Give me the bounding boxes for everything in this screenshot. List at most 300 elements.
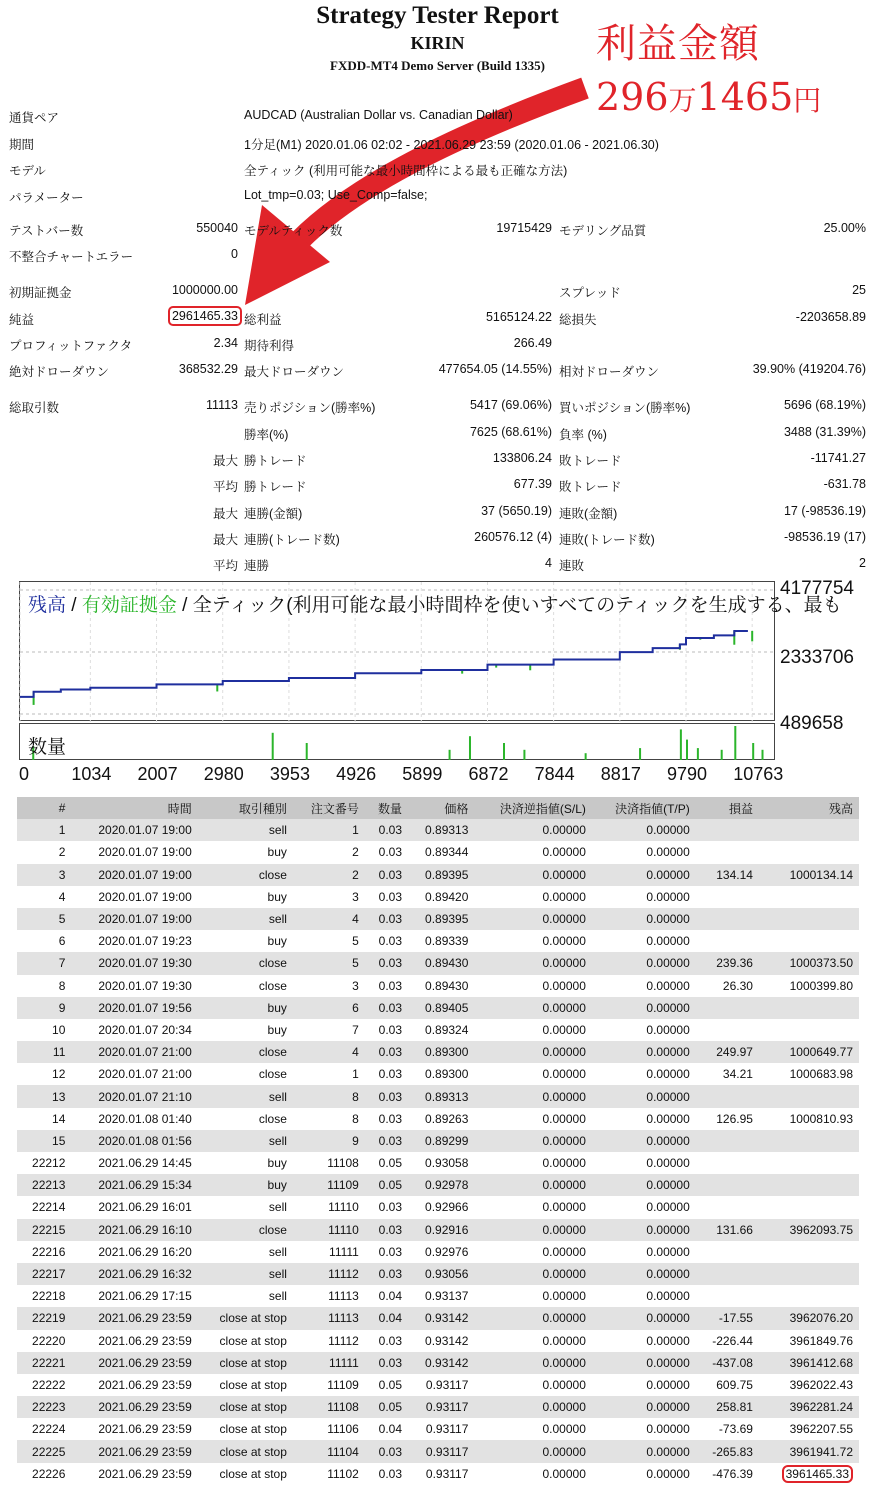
table-cell: 0.93117	[408, 1463, 474, 1485]
table-cell: 3962076.20	[759, 1307, 859, 1329]
table-cell: 609.75	[696, 1374, 759, 1396]
volume-bar	[697, 748, 699, 760]
table-cell: 2	[293, 841, 365, 863]
table-cell: 0.00000	[592, 1241, 696, 1263]
table-cell: 13	[17, 1085, 71, 1107]
table-cell: 131.66	[696, 1219, 759, 1241]
table-cell: close at stop	[198, 1330, 293, 1352]
table-cell: sell	[198, 1196, 293, 1218]
x-tick-label: 8817	[600, 764, 641, 784]
volume-bar	[680, 729, 682, 760]
table-cell: 0.00000	[474, 1396, 591, 1418]
table-cell: 2021.06.29 16:32	[71, 1263, 197, 1285]
table-cell: 22217	[17, 1263, 71, 1285]
table-row	[17, 1330, 859, 1352]
stat-value: 5696 (68.19%)	[783, 398, 866, 412]
table-cell	[759, 1130, 859, 1152]
table-cell: 0.00000	[474, 1241, 591, 1263]
table-cell: 0.03	[365, 1041, 408, 1063]
stat-label: 売りポジション(勝率%)	[244, 401, 376, 415]
legend-model: 全ティック(利用可能な最小時間枠を使いすべてのティックを生成する、最も	[192, 595, 842, 616]
table-cell: 0.00000	[474, 1152, 591, 1174]
table-cell: 2	[17, 841, 71, 863]
table-cell: 11112	[293, 1263, 365, 1285]
table-cell: 0.00000	[592, 1418, 696, 1440]
table-cell: 0.93117	[408, 1440, 474, 1462]
table-cell: 22226	[17, 1463, 71, 1485]
table-header	[17, 797, 859, 819]
table-cell: 1000810.93	[759, 1108, 859, 1130]
stat-qualifier: 最大	[212, 454, 238, 468]
table-cell: 258.81	[696, 1396, 759, 1418]
volume-chart-svg	[20, 724, 776, 761]
table-cell: 2020.01.07 19:23	[71, 930, 197, 952]
stat-qualifier: 平均	[212, 559, 238, 573]
table-row	[17, 1063, 859, 1085]
table-cell: 0.00000	[474, 1263, 591, 1285]
table-cell: 0.00000	[592, 1285, 696, 1307]
table-cell: 0.00000	[474, 841, 591, 863]
table-cell: 1	[17, 819, 71, 841]
table-cell: 3	[293, 975, 365, 997]
table-cell: 22221	[17, 1352, 71, 1374]
legend-separator: /	[66, 595, 82, 616]
table-row	[17, 1196, 859, 1218]
table-cell: 0.05	[365, 1152, 408, 1174]
table-cell: 0.03	[365, 1196, 408, 1218]
volume-bar	[523, 750, 525, 760]
table-cell: buy	[198, 841, 293, 863]
column-header: 注文番号	[293, 797, 365, 819]
x-tick-label: 9790	[666, 764, 708, 784]
table-cell: 2021.06.29 23:59	[71, 1352, 197, 1374]
table-cell: 0.93142	[408, 1307, 474, 1329]
table-cell: 0.00000	[592, 1152, 696, 1174]
stat-value: -11741.27	[810, 451, 866, 465]
table-cell: close	[198, 864, 293, 886]
table-cell: 0.03	[365, 841, 408, 863]
table-cell: 11110	[293, 1196, 365, 1218]
table-cell: 8	[293, 1108, 365, 1130]
table-cell: 0.00000	[474, 1174, 591, 1196]
column-header: 時間	[71, 797, 197, 819]
table-cell: 0.92976	[408, 1241, 474, 1263]
table-cell: 0.93117	[408, 1374, 474, 1396]
stat-label: 連勝(トレード数)	[244, 533, 340, 547]
table-cell: 0.00000	[592, 1374, 696, 1396]
table-cell: 3	[293, 886, 365, 908]
volume-bar	[469, 736, 471, 760]
x-tick-label: 1034	[71, 764, 112, 784]
setting-label: 期間	[9, 138, 35, 152]
stat-value: 39.90% (419204.76)	[752, 362, 866, 376]
table-cell: 134.14	[696, 864, 759, 886]
table-cell	[759, 841, 859, 863]
table-row	[17, 1241, 859, 1263]
table-cell: close at stop	[198, 1374, 293, 1396]
table-cell: -265.83	[696, 1440, 759, 1462]
table-cell: 22225	[17, 1440, 71, 1462]
table-row	[17, 1041, 859, 1063]
table-cell: 0.00000	[592, 1219, 696, 1241]
stat-value: 133806.24	[492, 451, 552, 465]
stat-label: テストバー数	[9, 224, 84, 238]
table-row	[17, 1463, 859, 1485]
table-cell: 0.00000	[474, 908, 591, 930]
volume-bar	[272, 733, 274, 760]
table-cell: sell	[198, 1130, 293, 1152]
table-row	[17, 1152, 859, 1174]
table-row	[17, 1440, 859, 1462]
stat-value: -98536.19 (17)	[783, 530, 866, 544]
x-tick-label: 0	[19, 764, 30, 784]
table-cell: 7	[293, 1019, 365, 1041]
table-cell: 11113	[293, 1307, 365, 1329]
table-cell: 2021.06.29 16:01	[71, 1196, 197, 1218]
table-cell: 0.00000	[592, 1063, 696, 1085]
setting-value: Lot_tmp=0.03; Use_Comp=false;	[244, 188, 428, 202]
table-cell: 2021.06.29 23:59	[71, 1418, 197, 1440]
table-cell: buy	[198, 930, 293, 952]
stat-value: -2203658.89	[795, 310, 866, 324]
table-cell: buy	[198, 1019, 293, 1041]
table-cell	[759, 1085, 859, 1107]
table-cell	[759, 997, 859, 1019]
table-cell	[759, 1285, 859, 1307]
table-cell: 6	[17, 930, 71, 952]
table-row	[17, 975, 859, 997]
table-cell: sell	[198, 1285, 293, 1307]
table-cell: 22214	[17, 1196, 71, 1218]
stat-label: 初期証拠金	[9, 286, 72, 300]
table-cell: 0.03	[365, 1019, 408, 1041]
table-cell: 22212	[17, 1152, 71, 1174]
stat-value: 17 (-98536.19)	[783, 504, 866, 518]
column-header: #	[17, 797, 71, 819]
table-cell	[759, 908, 859, 930]
stat-label: 相対ドローダウン	[559, 365, 660, 379]
table-body	[17, 819, 859, 1485]
table-cell: 0.89313	[408, 1085, 474, 1107]
setting-label: 通貨ペア	[9, 111, 60, 125]
stat-label: 勝率(%)	[244, 428, 289, 442]
table-cell: sell	[198, 819, 293, 841]
table-cell: 0.00000	[592, 1463, 696, 1485]
table-cell: 2021.06.29 23:59	[71, 1307, 197, 1329]
table-cell	[696, 1085, 759, 1107]
table-cell: 0.00000	[592, 930, 696, 952]
table-cell: 22219	[17, 1307, 71, 1329]
table-cell: 10	[17, 1019, 71, 1041]
table-cell: close at stop	[198, 1463, 293, 1485]
table-cell: 0.89300	[408, 1041, 474, 1063]
table-cell	[759, 1241, 859, 1263]
stat-value: 11113	[206, 398, 238, 412]
table-cell: 0.00000	[474, 1196, 591, 1218]
table-cell: 0.00000	[592, 1085, 696, 1107]
table-cell: 11110	[293, 1219, 365, 1241]
table-cell: 7	[17, 952, 71, 974]
table-cell: 0.00000	[474, 864, 591, 886]
table-cell: 2020.01.07 19:00	[71, 819, 197, 841]
table-cell: 0.00000	[474, 1285, 591, 1307]
table-row	[17, 1285, 859, 1307]
table-cell: 11111	[293, 1241, 365, 1263]
table-cell: 0.00000	[592, 908, 696, 930]
table-row	[17, 997, 859, 1019]
table-cell	[759, 1174, 859, 1196]
table-cell: 0.00000	[592, 1440, 696, 1462]
table-row	[17, 819, 859, 841]
table-cell: 2021.06.29 23:59	[71, 1463, 197, 1485]
stat-label: 連敗(金額)	[559, 507, 618, 521]
stat-value: 266.49	[513, 336, 552, 350]
table-cell: 11109	[293, 1374, 365, 1396]
volume-bar	[686, 740, 688, 760]
table-cell: 0.93117	[408, 1418, 474, 1440]
table-cell: 11108	[293, 1396, 365, 1418]
volume-bar	[734, 726, 736, 760]
table-cell: 9	[17, 997, 71, 1019]
stat-label: 連敗(トレード数)	[559, 533, 655, 547]
table-cell: 0.00000	[592, 1352, 696, 1374]
table-cell: 1000134.14	[759, 864, 859, 886]
volume-chart	[19, 723, 775, 760]
table-cell: 0.04	[365, 1307, 408, 1329]
table-cell: -73.69	[696, 1418, 759, 1440]
table-cell: 0.00000	[474, 1041, 591, 1063]
table-cell: 0.03	[365, 1130, 408, 1152]
table-cell: close	[198, 1108, 293, 1130]
table-cell: 2021.06.29 16:10	[71, 1219, 197, 1241]
table-cell: 0.89324	[408, 1019, 474, 1041]
table-cell: 0.03	[365, 1063, 408, 1085]
table-cell: 8	[293, 1085, 365, 1107]
table-cell: 2021.06.29 23:59	[71, 1330, 197, 1352]
x-tick-label: 10763	[733, 764, 784, 784]
table-cell: sell	[198, 1085, 293, 1107]
table-cell: 0.00000	[592, 997, 696, 1019]
stat-value: 7625 (68.61%)	[469, 425, 552, 439]
table-row	[17, 930, 859, 952]
stat-label: プロフィットファクタ	[9, 339, 133, 353]
table-cell: 0.00000	[592, 975, 696, 997]
table-cell: 0.89395	[408, 908, 474, 930]
table-cell	[696, 908, 759, 930]
ea-name: KIRIN	[410, 33, 465, 53]
table-cell: 0.03	[365, 930, 408, 952]
column-header: 残高	[759, 797, 859, 819]
stat-value: 2	[859, 556, 866, 570]
table-cell: 0.00000	[592, 1041, 696, 1063]
table-cell: 0.89344	[408, 841, 474, 863]
table-cell: 0.00000	[474, 1130, 591, 1152]
table-cell: 0.03	[365, 1330, 408, 1352]
setting-value: 1分足(M1) 2020.01.06 02:02 - 2021.06.29 23:59 (2020.01.06 - 2021.06.30)	[244, 138, 659, 152]
column-header: 価格	[408, 797, 474, 819]
table-row	[17, 1263, 859, 1285]
table-cell: 0.04	[365, 1285, 408, 1307]
table-cell: 2020.01.07 21:00	[71, 1041, 197, 1063]
table-cell: 3962281.24	[759, 1396, 859, 1418]
table-cell	[696, 1019, 759, 1041]
table-row	[17, 1418, 859, 1440]
table-cell: 0.92966	[408, 1196, 474, 1218]
stat-qualifier: 平均	[212, 480, 238, 494]
table-cell: 0.04	[365, 1418, 408, 1440]
volume-label: 数量	[28, 737, 67, 758]
table-row	[17, 1019, 859, 1041]
table-cell: 0.00000	[474, 930, 591, 952]
table-cell: 0.00000	[592, 841, 696, 863]
table-cell: 2021.06.29 23:59	[71, 1374, 197, 1396]
volume-bar	[752, 743, 754, 760]
table-cell: 0.00000	[592, 864, 696, 886]
stat-value: 5165124.22	[485, 310, 552, 324]
table-cell: 2021.06.29 23:59	[71, 1396, 197, 1418]
x-tick-label: 2980	[203, 764, 244, 784]
balance-line	[20, 631, 748, 697]
stat-label: 最大ドローダウン	[244, 365, 345, 379]
table-cell	[759, 930, 859, 952]
table-cell	[759, 1152, 859, 1174]
table-cell: close	[198, 1219, 293, 1241]
table-cell: 249.97	[696, 1041, 759, 1063]
table-cell: 0.00000	[474, 1352, 591, 1374]
table-cell: 11	[17, 1041, 71, 1063]
table-cell: 0.00000	[592, 1307, 696, 1329]
table-cell: 0.03	[365, 1463, 408, 1485]
table-cell: buy	[198, 997, 293, 1019]
x-tick-label: 4926	[336, 764, 377, 784]
volume-bar	[503, 743, 505, 760]
table-cell: buy	[198, 1174, 293, 1196]
stat-label: 総損失	[559, 313, 597, 327]
table-cell: 0.00000	[474, 1085, 591, 1107]
table-cell: 4	[293, 908, 365, 930]
setting-value: AUDCAD (Australian Dollar vs. Canadian Dollar)	[244, 108, 513, 122]
setting-value: 全ティック (利用可能な最小時間枠による最も正確な方法)	[244, 164, 568, 178]
net-profit-highlight: 2961465.33	[168, 306, 242, 326]
table-cell: 0.89430	[408, 975, 474, 997]
chart-legend	[28, 590, 842, 617]
table-cell: 5	[293, 930, 365, 952]
table-row	[17, 864, 859, 886]
table-cell: 2021.06.29 17:15	[71, 1285, 197, 1307]
x-tick-label: 3953	[269, 764, 310, 784]
table-cell: 0.00000	[474, 886, 591, 908]
table-cell	[696, 1174, 759, 1196]
stat-value: 19715429	[496, 221, 552, 235]
table-cell: 0.03	[365, 1440, 408, 1462]
table-cell: 11112	[293, 1330, 365, 1352]
table-cell: 0.05	[365, 1396, 408, 1418]
table-cell: 1000373.50	[759, 952, 859, 974]
table-cell: 2	[293, 864, 365, 886]
x-tick-label: 5899	[402, 764, 443, 784]
table-cell: 0.00000	[592, 1174, 696, 1196]
table-cell: 0.93142	[408, 1352, 474, 1374]
table-cell: 22220	[17, 1330, 71, 1352]
table-cell: 1	[293, 819, 365, 841]
table-cell: 5	[293, 952, 365, 974]
legend-equity: 有効証拠金	[81, 595, 177, 616]
stat-label: 勝トレード	[244, 480, 307, 494]
table-cell: 22216	[17, 1241, 71, 1263]
table-cell	[696, 1285, 759, 1307]
table-cell: 11111	[293, 1352, 365, 1374]
stat-label: 連勝	[244, 559, 270, 573]
table-cell: 0.00000	[474, 819, 591, 841]
table-cell: 2020.01.07 19:00	[71, 841, 197, 863]
table-cell	[696, 997, 759, 1019]
table-cell: 0.05	[365, 1174, 408, 1196]
table-cell: 0.93058	[408, 1152, 474, 1174]
table-cell	[696, 1152, 759, 1174]
stat-value: 0	[231, 247, 238, 261]
stat-value: 368532.29	[178, 362, 238, 376]
setting-label: パラメーター	[9, 191, 84, 205]
table-cell: 0.00000	[474, 1019, 591, 1041]
table-cell: 4	[293, 1041, 365, 1063]
table-cell: 0.93137	[408, 1285, 474, 1307]
table-cell: close at stop	[198, 1352, 293, 1374]
table-row	[17, 1396, 859, 1418]
table-cell: 0.00000	[474, 1440, 591, 1462]
table-cell: 0.00000	[474, 1330, 591, 1352]
legend-separator: /	[176, 595, 193, 616]
table-cell: close	[198, 1063, 293, 1085]
table-cell: 11104	[293, 1440, 365, 1462]
table-cell: 0.89405	[408, 997, 474, 1019]
table-cell: 1000683.98	[759, 1063, 859, 1085]
table-cell: 12	[17, 1063, 71, 1085]
table-cell: 0.89395	[408, 864, 474, 886]
table-cell: 0.05	[365, 1374, 408, 1396]
table-cell: sell	[198, 908, 293, 930]
y-tick-label: 2333706	[780, 647, 854, 668]
table-cell: 0.03	[365, 908, 408, 930]
table-cell: 0.00000	[592, 1019, 696, 1041]
column-header: 数量	[365, 797, 408, 819]
red-arrow-icon	[0, 0, 875, 320]
table-cell: 0.03	[365, 819, 408, 841]
x-tick-label: 6872	[468, 764, 509, 784]
table-cell: 15	[17, 1130, 71, 1152]
x-tick-label: 2007	[137, 764, 178, 784]
table-cell	[759, 1263, 859, 1285]
table-cell: 3962207.55	[759, 1418, 859, 1440]
column-header: 取引種別	[198, 797, 293, 819]
table-cell: 1000649.77	[759, 1041, 859, 1063]
table-cell: 3961412.68	[759, 1352, 859, 1374]
table-cell: close	[198, 1041, 293, 1063]
x-tick-label: 7844	[534, 764, 575, 784]
table-cell: 22213	[17, 1174, 71, 1196]
table-cell: sell	[198, 1263, 293, 1285]
callout-amount: 296万1465円	[596, 75, 822, 119]
y-tick-label: 4177754	[780, 578, 854, 599]
table-cell	[696, 1130, 759, 1152]
trade-table	[17, 797, 859, 1485]
stat-value: 677.39	[513, 477, 552, 491]
stat-value: 260576.12 (4)	[474, 530, 552, 544]
table-cell: 0.93117	[408, 1396, 474, 1418]
table-cell: 0.03	[365, 1263, 408, 1285]
table-cell: 22223	[17, 1396, 71, 1418]
table-cell: 2020.01.08 01:56	[71, 1130, 197, 1152]
stat-value: 3488 (31.39%)	[783, 425, 866, 439]
